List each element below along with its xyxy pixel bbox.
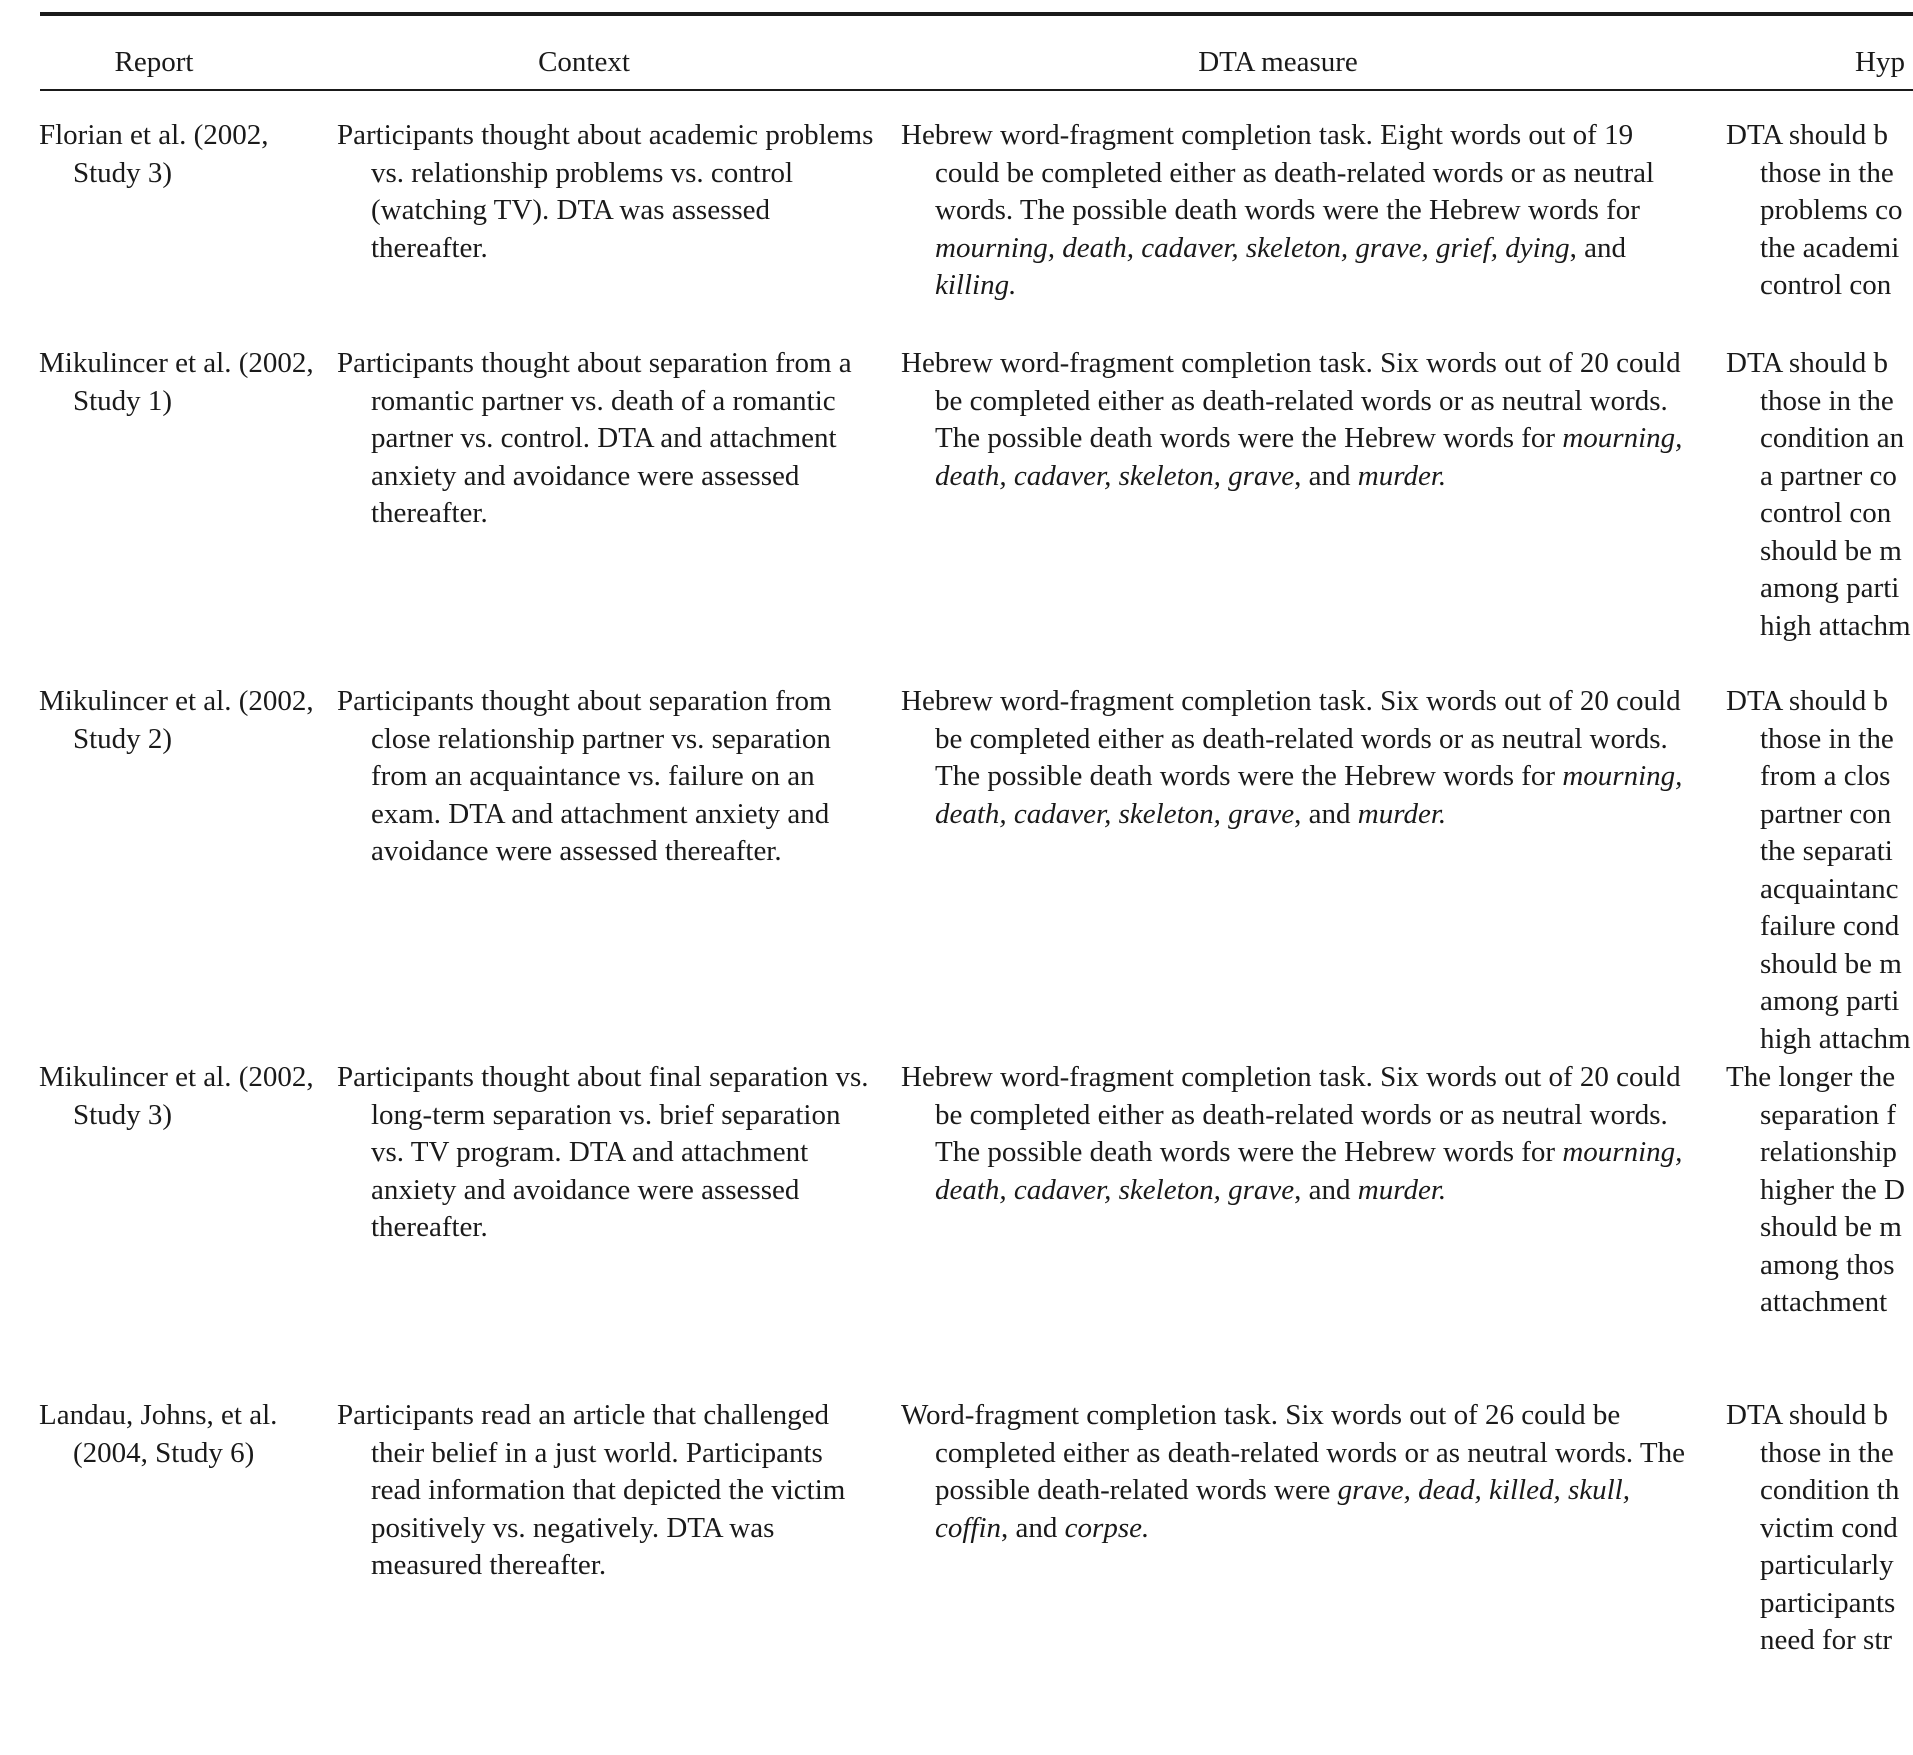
column-header-hypothesis: Hyp [1855,46,1905,78]
hypothesis-cell [1726,1397,1913,1660]
dta-last-word: murder. [1357,459,1447,492]
dta-conjunction: , and [1294,459,1351,492]
dta-conjunction: , and [1294,797,1351,830]
hypothesis-line: The longer the [1726,1061,1896,1093]
hypothesis-line: attachment [1760,1286,1888,1318]
hypothesis-line: those in the [1760,156,1894,189]
context-cell: Participants thought about academic problems vs. relationship problems vs. control (watching TV). DTA was assessed thereafter. [337,119,874,264]
column-header-dta-measure: DTA measure [1198,46,1358,78]
hypothesis-line: high attachm [1760,1022,1911,1055]
hypothesis-cell [1726,117,1913,305]
hypothesis-line: failure cond [1760,910,1900,942]
hypothesis-line: particularly [1760,1549,1894,1581]
hypothesis-line: from a clos [1760,760,1891,792]
hypothesis-line: among thos [1760,1248,1895,1281]
hypothesis-line: a partner co [1760,459,1897,492]
dta-last-word: corpse. [1064,1511,1150,1544]
dta-measure-cell [901,1397,1687,1547]
context-cell: Participants thought about final separation vs. long-term separation vs. brief separation vs. TV program. DTA and attachment anxiety and avoidance were assessed thereafter. [337,1061,869,1243]
dta-death-words: mourning, death, cadaver, skeleton, grave, grief, dying [935,231,1570,264]
hypothesis-line: control con [1760,497,1892,529]
table-header-rule [40,89,1913,91]
hypothesis-line: victim cond [1760,1511,1898,1544]
dta-measure-cell [901,683,1687,833]
hypothesis-line: those in the [1760,722,1894,755]
report-cell: Mikulincer et al. (2002, Study 3) [39,1061,314,1131]
hypothesis-line: should be m [1760,947,1902,980]
dta-last-word: killing. [935,269,1017,301]
hypothesis-line: relationship [1760,1136,1897,1168]
hypothesis-line: should be m [1760,1211,1902,1243]
report-cell: Florian et al. (2002, Study 3) [39,119,269,189]
dta-measure-cell [901,345,1687,495]
hypothesis-line: among parti [1760,572,1900,604]
report-cell: Mikulincer et al. (2002, Study 2) [39,685,314,755]
dta-measure-cell [901,117,1687,305]
hypothesis-line: participants [1760,1586,1896,1619]
hypothesis-line: acquaintanc [1760,872,1899,905]
report-cell: Landau, Johns, et al. (2004, Study 6) [39,1399,278,1469]
hypothesis-cell [1726,1059,1913,1322]
hypothesis-line: those in the [1760,384,1894,417]
hypothesis-line: should be m [1760,534,1902,567]
hypothesis-line: problems co [1760,194,1903,226]
hypothesis-line: partner con [1760,797,1892,830]
hypothesis-cell [1726,683,1913,1058]
report-cell: Mikulincer et al. (2002, Study 1) [39,347,314,417]
hypothesis-cell [1726,345,1913,645]
dta-measure-text: Hebrew word-fragment completion task. Six words out of 20 could be completed either as death-related words or as neutral words. The possible death words were the Hebrew words for [901,685,1681,792]
context-cell: Participants read an article that challenged their belief in a just world. Participants read information that depicted the victim positively vs. negatively. DTA was measured thereafter. [337,1399,846,1581]
hypothesis-line: control con [1760,269,1892,301]
hypothesis-line: higher the D [1760,1173,1905,1206]
column-header-report: Report [114,46,194,78]
dta-death-words: mourning, death, cadaver, skeleton, grave [935,422,1683,492]
context-cell: Participants thought about separation from close relationship partner vs. separation from an acquaintance vs. failure on an exam. DTA and attachment anxiety and avoidance were assessed thereafter. [337,685,832,867]
hypothesis-line: the separati [1760,835,1893,867]
dta-last-word: murder. [1357,1173,1447,1206]
dta-measure-text: Hebrew word-fragment completion task. Six words out of 20 could be completed either as death-related words or as neutral words. The possible death words were the Hebrew words for [901,1061,1681,1168]
dta-measure-text: Word-fragment completion task. Six words out of 26 could be completed either as death-related words or as neutral words. The possible death-related words were [901,1399,1685,1506]
dta-measure-text: Hebrew word-fragment completion task. Eight words out of 19 could be completed either as death-related words or as neutral words. The possible death words were the Hebrew words for [901,119,1655,226]
hypothesis-line: need for str [1760,1624,1893,1656]
dta-conjunction: , and [1001,1511,1058,1544]
hypothesis-line: those in the [1760,1436,1894,1469]
dta-conjunction: , and [1569,231,1627,264]
dta-measure-cell [901,1059,1687,1209]
hypothesis-line: DTA should b [1726,119,1889,151]
dta-death-words: mourning, death, cadaver, skeleton, grave [935,1136,1683,1206]
hypothesis-line: among parti [1760,985,1900,1017]
dta-death-words: mourning, death, cadaver, skeleton, grave [935,760,1683,830]
dta-conjunction: , and [1294,1173,1351,1206]
hypothesis-line: high attachm [1760,609,1911,642]
hypothesis-line: condition th [1760,1474,1900,1506]
column-header-context: Context [538,46,630,78]
dta-measure-text: Hebrew word-fragment completion task. Six words out of 20 could be completed either as death-related words or as neutral words. The possible death words were the Hebrew words for [901,347,1681,454]
hypothesis-line: condition an [1760,422,1905,454]
hypothesis-line: separation f [1760,1098,1897,1131]
hypothesis-line: DTA should b [1726,347,1889,379]
table-top-rule [40,12,1913,16]
hypothesis-line: DTA should b [1726,1399,1889,1431]
hypothesis-line: the academi [1760,231,1900,264]
hypothesis-line: DTA should b [1726,685,1889,717]
context-cell: Participants thought about separation from a romantic partner vs. death of a romantic partner vs. control. DTA and attachment anxiety and avoidance were assessed thereafter. [337,347,852,529]
dta-last-word: murder. [1357,797,1447,830]
dta-death-words: grave, dead, killed, skull, coffin [935,1474,1630,1544]
